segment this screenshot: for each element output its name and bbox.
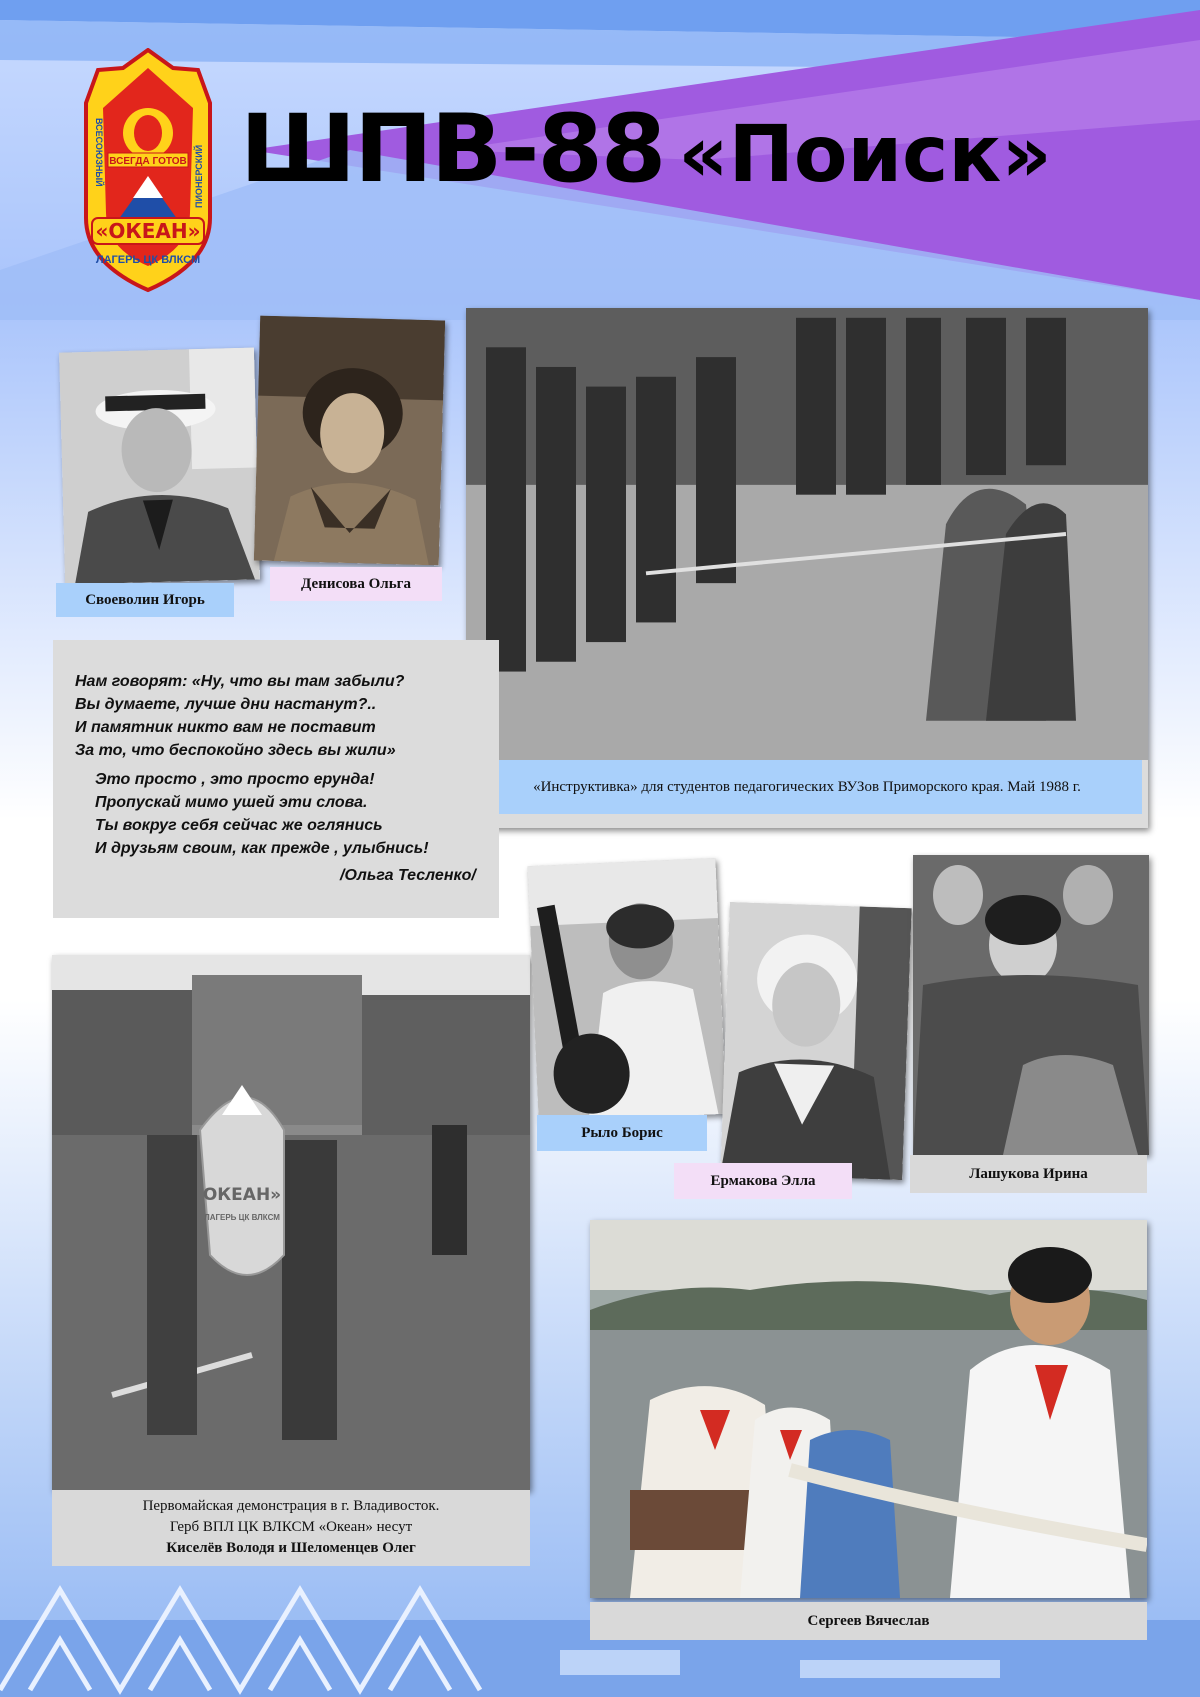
- badge-name: «ОКЕАН»: [95, 219, 201, 243]
- poem-block: [53, 640, 499, 918]
- ocean-camp-badge: [78, 48, 218, 293]
- poem-line: Вы думаете, лучше дни настанут?..: [75, 696, 377, 713]
- portrait-photo-igor: [59, 347, 260, 584]
- label-boris: Рыло Борис: [537, 1115, 707, 1151]
- title-main: ШПВ-88: [240, 95, 665, 204]
- label-portrait-igor: Своеволин Игорь: [56, 583, 234, 617]
- badge-bottom: ЛАГЕРЬ ЦК ВЛКСМ: [95, 254, 201, 266]
- banner-text-2: ЛАГЕРЬ ЦК ВЛКСМ: [204, 1213, 280, 1222]
- poem-line: Нам говорят: «Ну, что вы там забыли?: [75, 673, 405, 690]
- label-vyacheslav: Сергеев Вячеслав: [590, 1602, 1147, 1640]
- badge-ribbon: ВСЕГДА ГОТОВ: [109, 156, 187, 167]
- poster-title: [240, 95, 1052, 204]
- poem-line: Ты вокруг себя сейчас же оглянись: [95, 817, 383, 834]
- photo-irina: [913, 855, 1149, 1155]
- photo-tug-of-war: [590, 1220, 1147, 1598]
- label-portrait-olga: Денисова Ольга: [270, 567, 442, 601]
- banner-text-1: ОКЕАН»: [202, 1185, 282, 1205]
- portrait-photo-olga: [254, 316, 445, 566]
- poem-line: Пропускай мимо ушей эти слова.: [95, 794, 368, 811]
- main-photo-instruction: [466, 308, 1148, 828]
- poem-stanza-1: [75, 670, 489, 762]
- label-ella: Ермакова Элла: [674, 1163, 852, 1199]
- poem-line: За то, что беспокойно здесь вы жили»: [75, 742, 396, 759]
- demo-caption-line-1: Первомайская демонстрация в г. Владивосток.: [142, 1498, 440, 1514]
- label-irina: Лашукова Ирина: [910, 1155, 1147, 1193]
- poem-line: Это просто , это просто ерунда!: [95, 771, 375, 788]
- demonstration-photo: [52, 955, 530, 1490]
- demo-caption-line-3: Киселёв Володя и Шеломенцев Олег: [166, 1540, 416, 1556]
- badge-arc-right: ПИОНЕРСКИЙ: [194, 144, 204, 208]
- main-photo-caption: «Инструктивка» для студентов педагогических ВУЗов Приморского края. Май 1988 г.: [472, 760, 1142, 814]
- poem-author: /Ольга Тесленко/: [340, 867, 476, 884]
- photo-boris: [528, 858, 727, 1122]
- demonstration-caption: [52, 1490, 530, 1566]
- poem-line: И памятник никто вам не поставит: [75, 719, 376, 736]
- title-sub: «Поиск»: [678, 110, 1052, 200]
- badge-arc-left: ВСЕСОЮЗНЫЙ: [94, 118, 104, 187]
- poem-line: И друзьям своим, как прежде , улыбнись!: [95, 840, 429, 857]
- photo-ella: [720, 902, 911, 1180]
- poem-stanza-2: [75, 768, 489, 860]
- demo-caption-line-2: Герб ВПЛ ЦК ВЛКСМ «Океан» несут: [169, 1519, 413, 1535]
